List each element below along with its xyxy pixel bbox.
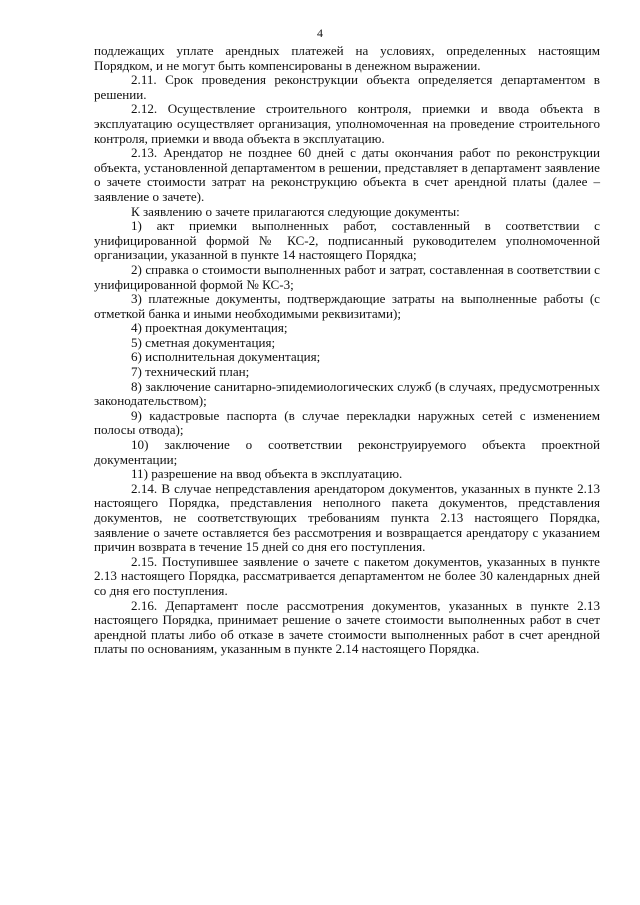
list-item-9: 9) кадастровые паспорта (в случае перекладки наружных сетей с изменением полосы отвода); xyxy=(94,407,600,438)
list-item-5: 5) сметная документация; xyxy=(131,334,276,350)
list-item-4: 4) проектная документация; xyxy=(131,320,288,336)
paragraph-2-15: 2.15. Поступившее заявление о зачете с пакетом документов, указанных в пункте 2.13 настоящего Порядка, рассматривается департаментом не более 30 календарных дней со дня его поступления. xyxy=(94,553,600,598)
list-item-3: 3) платежные документы, подтверждающие затраты на выполненные работы (с отметкой банка и иными необходимыми реквизитами); xyxy=(94,291,600,321)
list-item-2: 2) справка о стоимости выполненных работ и затрат, составленная в соответствии с унифицированной формой № КС-3; xyxy=(94,261,600,292)
list-item-10: 10) заключение о соответствии реконструируемого объекта проектной документации; xyxy=(94,437,600,467)
paragraph-attachments-intro: К заявлению о зачете прилагаются следующие документы: xyxy=(131,203,460,219)
list-item-7: 7) технический план; xyxy=(131,364,250,380)
list-item-8: 8) заключение санитарно-эпидемиологических служб (в случаях, предусмотренных законодательством); xyxy=(94,378,600,409)
list-item-11: 11) разрешение на ввод объекта в эксплуатацию. xyxy=(131,466,403,482)
paragraph-2-13: 2.13. Арендатор не позднее 60 дней с даты окончания работ по реконструкции объекта, установленной департаментом в решении, представляет в департамент заявление о зачете стоимости затрат на реконструкцию объекта в счет арендной платы (далее – заявление о зачете). xyxy=(94,145,600,204)
paragraph-2-11: 2.11. Срок проведения реконструкции объекта определяется департаментом в решении. xyxy=(94,72,600,102)
paragraph-continuation: подлежащих уплате арендных платежей на условиях, определенных настоящим Порядком, и не могут быть компенсированы в денежном выражении. xyxy=(94,43,600,73)
paragraph-2-16: 2.16. Департамент после рассмотрения документов, указанных в пункте 2.13 настоящего Порядка, принимает решение о зачете стоимости выполненных работ в счет арендной платы либо об отказе в зачете стоимости выполненных работ в счет арендной платы по основаниям, указанным в пункте 2.14 настоящего Порядка. xyxy=(94,597,600,657)
paragraph-2-14: 2.14. В случае непредставления арендатором документов, указанных в пункте 2.13 настоящего Порядка, представления неполного пакета документов, представления документов, не соответствующих требованиям пункта 2.13 настоящего Порядка, заявление о зачете оставляется без рассмотрения и возвращается арендатору с указанием причин возврата в течение 15 дней со дня его поступления. xyxy=(94,480,600,555)
document-body xyxy=(94,44,600,657)
list-item-1: 1) акт приемки выполненных работ, составленный в соответствии с унифицированной формой № КС-2, подписанный руководителем уполномоченной организации, указанной в пункте 14 настоящего Порядка; xyxy=(94,218,600,263)
paragraph-2-12: 2.12. Осуществление строительного контроля, приемки и ввода объекта в эксплуатацию осуществляет организация, уполномоченная на проведение строительного контроля, приемки и ввода объекта в эксплуатацию. xyxy=(94,101,600,146)
list-item-6: 6) исполнительная документация; xyxy=(131,349,321,365)
page-number: 4 xyxy=(317,26,323,40)
